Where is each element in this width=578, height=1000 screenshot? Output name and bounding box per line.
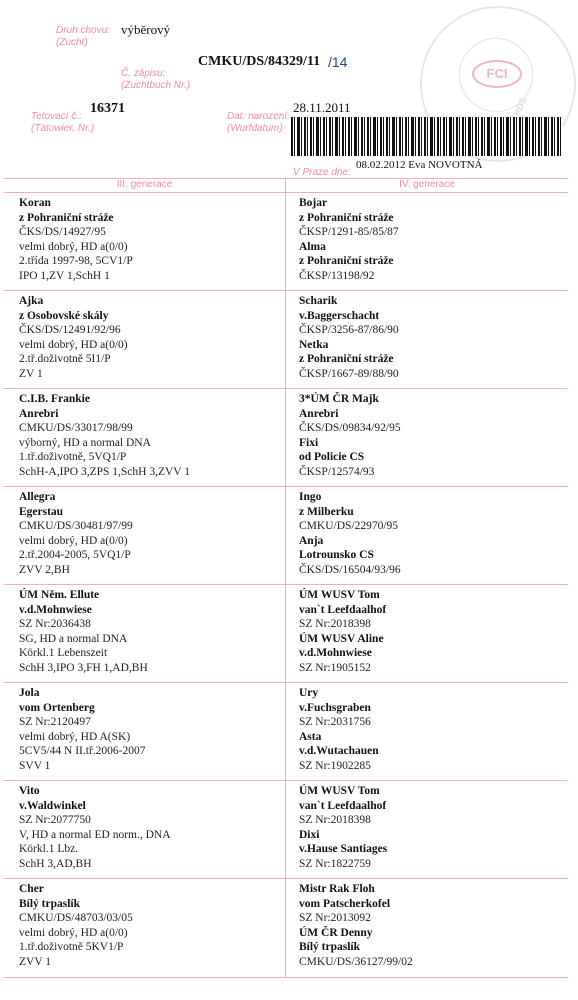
- birth-date-value: 28.11.2011: [293, 100, 351, 115]
- breed-type-label-de: (Zucht): [56, 37, 88, 48]
- dog-detail-line: Körkl.1 Lbz.: [19, 843, 79, 855]
- dog-detail-line: 1.tř.doživotně, 5VQ1/P: [19, 451, 127, 463]
- dog-detail-line: SchH-A,IPO 3,ZPS 1,SchH 3,ZVV 1: [19, 465, 191, 478]
- dog-name-line: Ajka: [19, 295, 44, 307]
- dog-name-line: od Policie CS: [299, 451, 365, 463]
- dog-name-line: Egerstau: [19, 505, 64, 518]
- dog-detail-line: SZ Nr:1902285: [299, 759, 371, 772]
- breed-type-value: výběrový: [121, 22, 171, 37]
- dog-detail-line: CMKU/DS/30481/97/99: [19, 520, 133, 532]
- dog-name-line: Netka: [299, 338, 329, 351]
- issue-date-signature: 08.02.2012 Eva NOVOTNÁ: [356, 159, 483, 171]
- dog-detail-line: SchH 3,AD,BH: [19, 857, 92, 870]
- fourth-gen-ancestors-cell: [299, 686, 379, 773]
- dog-name-line: Cher: [19, 883, 44, 895]
- dog-detail-line: velmi dobrý, HD a(0/0): [19, 240, 128, 253]
- dog-detail-line: ČKS/DS/14927/95: [19, 226, 106, 238]
- dog-name-line: Alma: [299, 240, 326, 253]
- dog-name-line: v.Baggerschacht: [299, 309, 380, 322]
- dog-name-line: ÚM WUSV Tom: [299, 589, 380, 601]
- dog-name-line: z Pohraniční stráže: [299, 255, 394, 267]
- registration-suffix: /14: [328, 54, 348, 70]
- dog-detail-line: SVV 1: [19, 759, 51, 772]
- dog-detail-line: Körkl.1 Lebenszeit: [19, 647, 108, 659]
- dog-name-line: Koran: [19, 197, 51, 209]
- dog-detail-line: velmi dobrý, HD a(0/0): [19, 926, 128, 939]
- grid-line: [4, 682, 568, 683]
- grid-column-divider: [285, 178, 286, 978]
- dog-name-line: v.d.Mohnwiese: [19, 603, 92, 616]
- dog-name-line: v.Hause Santiages: [299, 843, 388, 855]
- dog-name-line: Ury: [299, 687, 319, 699]
- dog-name-line: Fixi: [299, 436, 319, 449]
- dog-name-line: Ingo: [299, 491, 322, 503]
- dog-name-line: Bojar: [299, 197, 328, 209]
- dog-detail-line: SZ Nr:1822759: [299, 857, 371, 870]
- dog-name-line: v.d.Wutachauen: [299, 745, 379, 757]
- dog-name-line: Bílý trpaslík: [19, 897, 81, 910]
- grid-line: [4, 192, 568, 193]
- dog-detail-line: velmi dobrý, HD a(0/0): [19, 338, 128, 351]
- tattoo-value: 16371: [90, 101, 125, 116]
- dog-name-line: van`t Leefdaalhof: [299, 603, 387, 616]
- dog-name-line: vom Ortenberg: [19, 701, 95, 714]
- dog-detail-line: SZ Nr:2036438: [19, 618, 91, 630]
- third-gen-ancestor-cell: [19, 294, 128, 381]
- dog-detail-line: CMKU/DS/36127/99/02: [299, 955, 413, 968]
- dog-detail-line: 2.třída 1997-98, 5CV1/P: [19, 255, 133, 267]
- dog-name-line: v.d.Mohnwiese: [299, 647, 372, 659]
- breed-type-label: Druh chovu:: [56, 25, 110, 36]
- dog-detail-line: ČKS/DS/09834/92/95: [299, 422, 401, 434]
- dog-name-line: Dixi: [299, 828, 320, 841]
- dog-detail-line: velmi dobrý, HD a(0/0): [19, 534, 128, 547]
- dog-detail-line: SZ Nr:2120497: [19, 716, 91, 728]
- dog-name-line: Anja: [299, 534, 324, 547]
- third-gen-ancestor-cell: [19, 196, 133, 283]
- grid-line: [4, 388, 568, 389]
- grid-line: [4, 290, 568, 291]
- dog-name-line: ÚM WUSV Aline: [299, 632, 384, 645]
- dog-detail-line: velmi dobrý, HD A(SK): [19, 730, 131, 743]
- place-label: V Praze dne:: [293, 167, 351, 178]
- grid-line: [4, 584, 568, 585]
- fourth-gen-ancestors-cell: [299, 784, 387, 871]
- third-gen-ancestor-cell: [19, 686, 146, 773]
- dog-detail-line: ZV 1: [19, 367, 43, 380]
- dog-name-line: C.I.B. Frankie: [19, 393, 90, 405]
- third-generation-heading: III. generace: [116, 179, 173, 190]
- dog-detail-line: SZ Nr:2031756: [299, 716, 371, 728]
- tattoo-label-de: (Tätowier. Nr.): [31, 123, 95, 134]
- fci-logo: FCI: [472, 60, 522, 88]
- dog-name-line: v.Waldwinkel: [19, 799, 86, 812]
- grid-line: [4, 977, 568, 978]
- fourth-gen-ancestors-cell: [299, 882, 413, 969]
- dog-name-line: ÚM ČR Denny: [299, 926, 373, 939]
- birth-date-label-de: (Wurfdatum): [227, 123, 283, 134]
- third-gen-ancestor-cell: [19, 784, 171, 871]
- dog-detail-line: SZ Nr:2018398: [299, 814, 371, 826]
- third-gen-ancestor-cell: [19, 882, 133, 969]
- dog-name-line: z Milberku: [299, 505, 354, 518]
- dog-detail-line: SchH 3,IPO 3,FH 1,AD,BH: [19, 661, 148, 674]
- dog-detail-line: CMKU/DS/48703/03/05: [19, 912, 133, 924]
- registration-number: CMKU/DS/84329/11: [198, 54, 321, 69]
- barcode: [291, 117, 562, 156]
- fourth-gen-ancestors-cell: [299, 392, 401, 479]
- dog-name-line: Bílý trpaslík: [299, 941, 361, 953]
- dog-name-line: v.Fuchsgraben: [299, 701, 371, 714]
- dog-name-line: Scharik: [299, 295, 338, 307]
- dog-detail-line: SZ Nr:2018398: [299, 618, 371, 630]
- tattoo-label: Tetovací č.:: [31, 111, 82, 122]
- dog-name-line: z Pohraniční stráže: [299, 211, 394, 224]
- dog-detail-line: ČKSP/13198/92: [299, 269, 375, 282]
- dog-name-line: van`t Leefdaalhof: [299, 799, 387, 812]
- dog-detail-line: CMKU/DS/22970/95: [299, 520, 399, 532]
- fourth-generation-heading: IV. generace: [399, 179, 455, 190]
- stud-book-label-de: (Zuchtbuch Nr.): [121, 80, 191, 91]
- dog-detail-line: ČKS/DS/12491/92/96: [19, 324, 121, 336]
- fourth-gen-ancestors-cell: [299, 294, 399, 381]
- dog-name-line: Anrebri: [19, 407, 59, 420]
- dog-name-line: ÚM WUSV Tom: [299, 785, 380, 797]
- dog-name-line: ÚM Něm. Ellute: [19, 589, 100, 601]
- birth-date-label: Dat. narození:: [227, 111, 290, 122]
- dog-detail-line: ČKSP/1291-85/85/87: [299, 226, 399, 238]
- grid-line: [4, 878, 568, 879]
- dog-detail-line: 1.tř.doživotně 5KV1/P: [19, 941, 124, 953]
- third-gen-ancestor-cell: [19, 490, 133, 577]
- dog-detail-line: SZ Nr:2013092: [299, 912, 371, 924]
- fourth-gen-ancestors-cell: [299, 196, 399, 283]
- dog-detail-line: ČKS/DS/16504/93/96: [299, 563, 401, 576]
- dog-name-line: Mistr Rak Floh: [299, 883, 375, 895]
- dog-detail-line: ČKSP/1667-89/88/90: [299, 367, 399, 380]
- dog-name-line: Allegra: [19, 491, 56, 503]
- dog-detail-line: SG, HD a normal DNA: [19, 632, 128, 645]
- dog-detail-line: ZVV 2,BH: [19, 563, 70, 576]
- dog-detail-line: výborný, HD a normal DNA: [19, 436, 151, 449]
- fourth-gen-ancestors-cell: [299, 490, 401, 577]
- dog-detail-line: 2.tř.doživotně 5I1/P: [19, 353, 111, 365]
- dog-name-line: Jola: [19, 687, 40, 699]
- dog-detail-line: 2.tř.2004-2005, 5VQ1/P: [19, 549, 131, 561]
- dog-name-line: Asta: [299, 730, 322, 743]
- dog-detail-line: 5CV5/44 N II.tř.2006-2007: [19, 745, 146, 757]
- dog-detail-line: SZ Nr:1905152: [299, 661, 371, 674]
- dog-name-line: Anrebri: [299, 407, 339, 420]
- dog-name-line: 3*ÚM ČR Majk: [299, 393, 379, 405]
- dog-name-line: Lotrounsko CS: [299, 549, 374, 561]
- grid-line: [4, 780, 568, 781]
- dog-name-line: z Pohraniční stráže: [19, 211, 114, 224]
- dog-detail-line: ČKSP/12574/93: [299, 465, 375, 478]
- dog-detail-line: ČKSP/3256-87/86/90: [299, 324, 399, 336]
- dog-name-line: vom Patscherkofel: [299, 897, 391, 910]
- grid-line: [4, 178, 568, 179]
- dog-name-line: z Osobovské skály: [19, 309, 109, 322]
- fourth-gen-ancestors-cell: [299, 588, 386, 675]
- dog-name-line: z Pohraniční stráže: [299, 353, 394, 365]
- grid-line: [4, 486, 568, 487]
- dog-detail-line: IPO 1,ZV 1,SchH 1: [19, 269, 110, 282]
- dog-name-line: Vito: [19, 785, 40, 797]
- third-gen-ancestor-cell: [19, 588, 148, 675]
- dog-detail-line: V, HD a normal ED norm., DNA: [19, 828, 171, 841]
- dog-detail-line: ZVV 1: [19, 955, 52, 968]
- dog-detail-line: CMKU/DS/33017/98/99: [19, 422, 133, 434]
- dog-detail-line: SZ Nr:2077750: [19, 814, 91, 826]
- stud-book-label: Č. zápisu:: [121, 68, 166, 79]
- third-gen-ancestor-cell: [19, 392, 190, 479]
